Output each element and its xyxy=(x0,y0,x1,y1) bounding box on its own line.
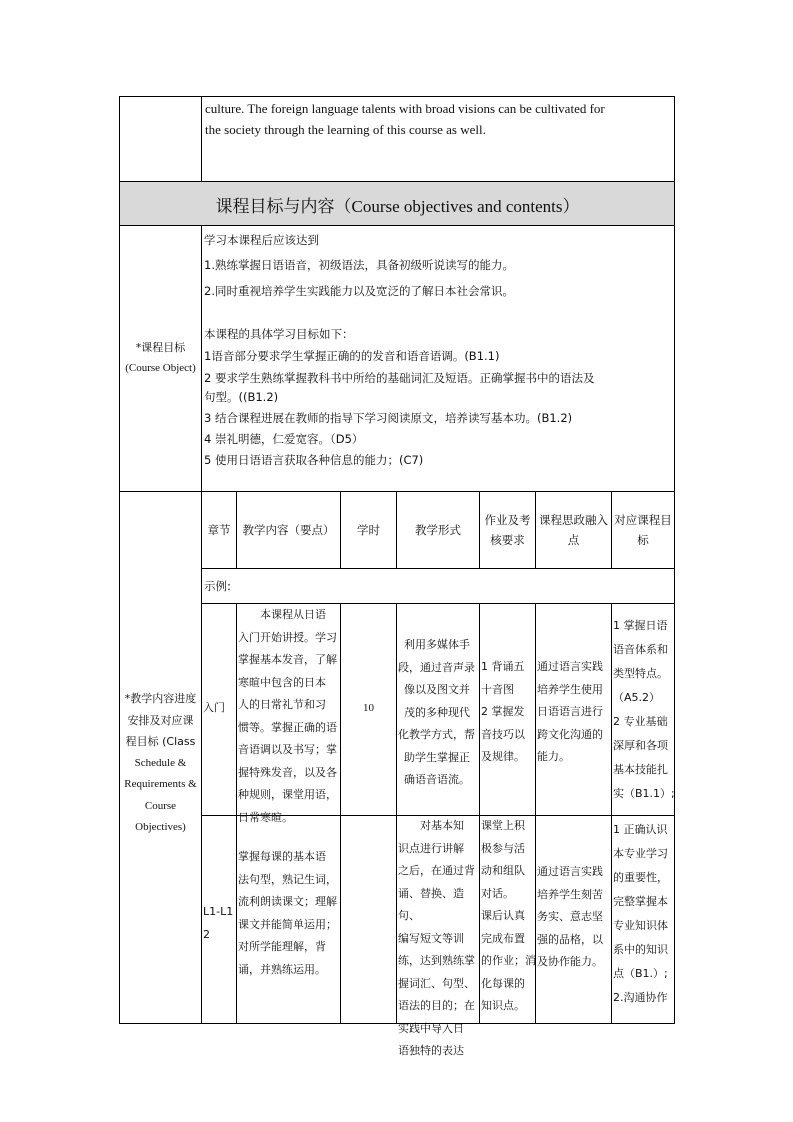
schedule-label-line: 程目标 (Class xyxy=(125,735,196,748)
schedule-label-line: Objectives) xyxy=(135,821,186,833)
intro-line-1: culture. The foreign language talents with broad visions can be cultivated for xyxy=(205,101,605,116)
row1-content-line: 握特殊发音，以及各 xyxy=(238,765,337,779)
row1-ideology-line: 跨文化沟通的 xyxy=(537,727,603,741)
row1-target-line: 深厚和各项 xyxy=(613,739,668,752)
row1-homework-line: 及规律。 xyxy=(481,750,525,763)
objective-line: 学习本课程后应该达到 xyxy=(204,233,319,247)
row1-target-line: 实（B1.1）; xyxy=(613,787,675,800)
objective-line: 2 要求学生熟练掌握教科书中所给的基础词汇及短语。正确掌握书中的语法及 xyxy=(204,371,595,385)
row1-homework xyxy=(481,656,536,769)
objectives-label xyxy=(120,338,201,378)
intro-line-2: the society through the learning of this course as well. xyxy=(205,122,486,137)
row2-target-line: 点（B1.）; xyxy=(613,967,668,980)
row1-content-line: 人的日常礼节和习 xyxy=(238,698,326,711)
header-homework-line: 核要求 xyxy=(490,533,525,547)
objective-line: 4 崇礼明德，仁爱宽容。（D5） xyxy=(204,432,364,446)
row2-ideology xyxy=(537,861,611,974)
schedule-label-line: *教学内容进度 xyxy=(124,692,197,705)
header-target xyxy=(612,492,674,568)
row2-content-line: 诵，并熟练运用。 xyxy=(238,962,326,976)
row2-form-line: 编写短文等训 xyxy=(398,931,464,945)
schedule-label-line: Requirements & xyxy=(124,778,197,790)
row2-target-line: 2.沟通协作 xyxy=(613,991,668,1004)
objectives-label-cn: *课程目标 xyxy=(135,341,186,354)
row1-form xyxy=(398,634,480,792)
row2-target-line: 完整掌握本 xyxy=(613,895,668,908)
row1-hours: 10 xyxy=(363,702,374,714)
section-title: 课程目标与内容（Course objectives and contents） xyxy=(215,197,580,216)
row2-target-line: 本专业学习 xyxy=(613,847,668,860)
row2-form-line: 识点进行讲解 xyxy=(398,841,464,855)
row2-ideology-line: 务实、意志坚 xyxy=(537,910,603,923)
row1-ideology-line: 通过语言实践 xyxy=(537,660,603,673)
header-target-line: 标 xyxy=(637,533,649,547)
row1-target-line: 语音体系和 xyxy=(613,643,668,656)
row1-content-line: 音语调以及书写；掌 xyxy=(238,743,337,756)
schedule-label-line: 安排及对应课 xyxy=(127,713,194,727)
example-label: 示例: xyxy=(204,579,231,593)
row1-content-line: 寒暄中包含的日本 xyxy=(238,675,326,689)
row2-chapter-line: L1-L1 xyxy=(203,905,234,918)
row2-homework-line: 动和组队 xyxy=(481,864,525,877)
row2-form-line: 对基本知 xyxy=(398,819,464,832)
header-target-line: 对应课程目 xyxy=(614,513,672,527)
row1-homework-line: 1 背诵五 xyxy=(481,660,525,673)
row2-content-line: 法句型，熟记生词， xyxy=(238,872,337,886)
row2-form-line: 诵、替换、造句、 xyxy=(398,886,464,922)
row2-form xyxy=(398,815,480,1063)
row2-ideology-line: 培养学生刻苦 xyxy=(537,887,603,901)
row1-target-line: 2 专业基础 xyxy=(613,715,668,728)
header-ideology xyxy=(536,492,611,568)
row2-form-line: 握词汇、句型、 xyxy=(398,976,475,990)
row2-homework-line: 知识点。 xyxy=(481,999,525,1012)
objective-line: 5 使用日语语言获取各种信息的能力；(C7) xyxy=(204,453,424,467)
row2-content-line: 课文并能简单运用； xyxy=(238,917,337,931)
row1-content xyxy=(238,604,340,829)
row2-content-line: 流利朗读课文；理解 xyxy=(238,895,337,908)
row1-content-line: 惯等。掌握正确的语 xyxy=(238,720,337,734)
row2-target-line: 的重要性， xyxy=(613,871,668,884)
row2-homework-line: 课堂上积 xyxy=(481,819,525,832)
row1-ideology-line: 能力。 xyxy=(537,750,570,763)
row1-homework-line: 十音图 xyxy=(481,682,514,696)
row2-homework-line: 完成布置 xyxy=(481,931,525,945)
row2-target-line: 系中的知识 xyxy=(613,943,668,956)
row1-homework-line: 音技巧以 xyxy=(481,727,525,741)
objective-line: 1语音部分要求学生掌握正确的的发音和语音语调。(B1.1) xyxy=(204,349,500,363)
schedule-label-line: Schedule & xyxy=(134,756,187,769)
objectives-label-en: (Course Object) xyxy=(125,362,196,374)
row2-content-line: 掌握每课的基本语 xyxy=(238,850,326,863)
row1-form-line: 助学生掌握正 xyxy=(404,750,470,764)
objective-line: 句型。((B1.2) xyxy=(204,390,279,404)
row1-form-line: 利用多媒体手 xyxy=(404,638,470,651)
row1-target-line: 1 掌握日语 xyxy=(613,619,668,632)
row2-content-line: 对所学能理解，背 xyxy=(238,940,326,953)
row1-target xyxy=(613,614,675,806)
row1-form-line: 茂的多种现代 xyxy=(404,705,470,719)
header-ideology-line: 课程思政融入 xyxy=(539,513,608,527)
objective-line: 本课程的具体学习目标如下： xyxy=(204,327,354,341)
objective-line: 2.同时重视培养学生实践能力以及宽泛的了解日本社会常识。 xyxy=(204,284,514,298)
header-homework xyxy=(480,492,535,568)
row2-homework xyxy=(481,815,536,1018)
row2-form-line: 语法的目的；在 xyxy=(398,999,475,1012)
row1-form-line: 化教学方式，帮 xyxy=(398,728,475,741)
row2-target xyxy=(613,818,675,1010)
row2-chapter-line: 2 xyxy=(203,927,210,941)
header-ideology-line: 点 xyxy=(567,533,580,547)
row2-target-line: 专业知识体 xyxy=(613,919,668,932)
objective-line: 3 结合课程进展在教师的指导下学习阅读原文，培养读写基本功。(B1.2) xyxy=(204,411,573,425)
row2-ideology-line: 通过语言实践 xyxy=(537,865,603,878)
header-hours: 学时 xyxy=(357,523,380,537)
row2-content xyxy=(238,846,340,981)
row1-target-line: 类型特点。 xyxy=(613,667,668,680)
row1-target-line: （A5.2） xyxy=(613,691,661,704)
row2-homework-line: 课后认真 xyxy=(481,909,525,922)
row1-content-line: 日常寒暄。 xyxy=(238,810,293,824)
row2-homework-line: 极参与活 xyxy=(481,841,525,855)
row2-ideology-line: 强的品格，以 xyxy=(537,932,603,946)
schedule-label xyxy=(120,688,201,839)
row2-homework-line: 化每课的 xyxy=(481,976,525,990)
row2-chapter xyxy=(203,901,233,946)
header-chapter: 章节 xyxy=(207,523,231,537)
row2-form-line: 练，达到熟练掌 xyxy=(398,954,475,967)
row1-content-line: 入门开始讲授。学习 xyxy=(238,630,337,644)
row1-target-line: 基本技能扎 xyxy=(613,763,668,776)
header-form: 教学形式 xyxy=(415,523,461,537)
row1-form-line: 段，通过音声录 xyxy=(398,660,475,674)
row2-ideology-line: 及协作能力。 xyxy=(537,955,603,968)
header-content: 教学内容（要点） xyxy=(242,523,335,537)
row2-form-line: 之后，在通过背 xyxy=(398,864,475,877)
header-homework-line: 作业及考 xyxy=(484,513,531,527)
row1-content-line: 种规则，课堂用语， xyxy=(238,788,337,801)
row2-target-line: 1 正确认识 xyxy=(613,823,668,836)
row1-form-line: 像以及图文并 xyxy=(404,683,470,696)
row2-form-line: 实践中导入日 xyxy=(398,1021,464,1035)
row1-ideology-line: 培养学生使用 xyxy=(537,682,603,696)
row1-chapter: 入门 xyxy=(203,701,225,714)
row1-homework-line: 2 掌握发 xyxy=(481,705,525,718)
row1-content-line: 本课程从日语 xyxy=(238,608,326,621)
row2-form-line: 语独特的表达 xyxy=(398,1044,464,1057)
objective-line: 1.熟练掌握日语语音，初级语法，具备初级听说读写的能力。 xyxy=(204,258,514,272)
row1-content-line: 掌握基本发音，了解 xyxy=(238,653,337,666)
row1-form-line: 确语音语流。 xyxy=(404,773,470,786)
row2-homework-line: 对话。 xyxy=(481,886,514,900)
row2-homework-line: 的作业；消 xyxy=(481,954,536,967)
row1-ideology xyxy=(537,656,611,769)
schedule-label-line: Course xyxy=(144,799,177,812)
row1-ideology-line: 日语语言进行 xyxy=(537,705,603,718)
